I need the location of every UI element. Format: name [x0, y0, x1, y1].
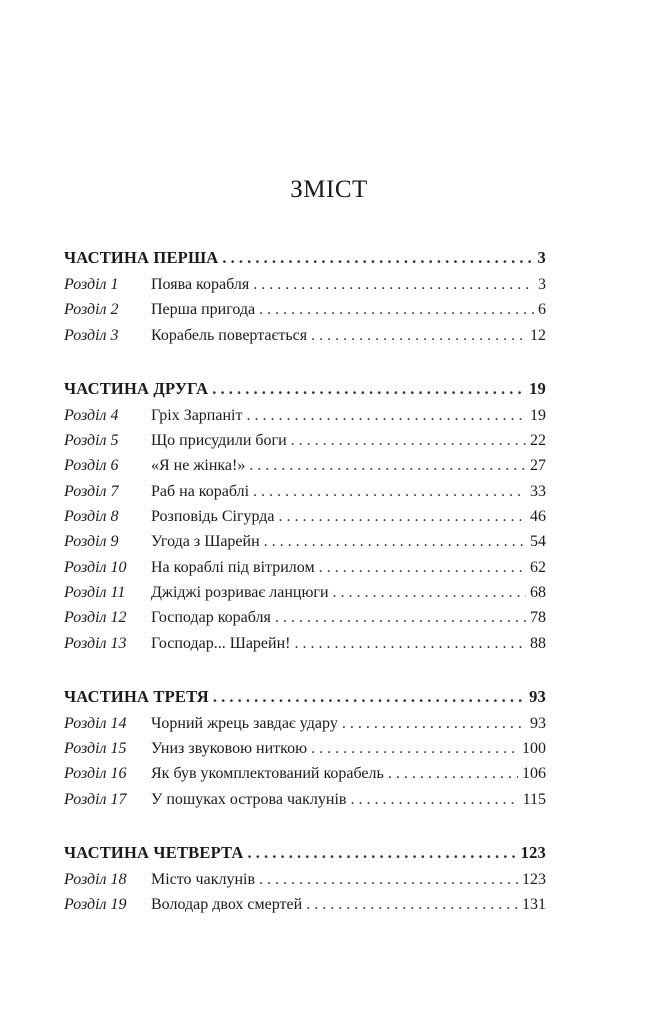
- page-number: 123: [520, 843, 546, 863]
- page-number: 115: [522, 790, 546, 808]
- toc-part: [64, 379, 546, 660]
- dot-leader: [350, 791, 518, 809]
- page-number: 93: [530, 714, 546, 732]
- chapter-label: Розділ 2: [64, 301, 119, 319]
- dot-leader: [249, 457, 526, 475]
- page-number: 19: [530, 406, 546, 424]
- dot-leader: [222, 248, 533, 268]
- dot-leader: [264, 533, 526, 551]
- toc-entry: [64, 715, 546, 740]
- toc-entry: [64, 791, 546, 816]
- chapter-label: Розділ 10: [64, 558, 127, 576]
- dot-leader: [213, 687, 525, 707]
- chapter-title: Униз звуковою ниткою: [151, 740, 308, 758]
- part-title: ЧАСТИНА ТРЕТЯ: [64, 686, 209, 706]
- dot-leader: [248, 843, 517, 863]
- part-title: ЧАСТИНА ПЕРША: [64, 248, 219, 267]
- dot-leader: [311, 327, 526, 345]
- chapter-label: Розділ 16: [64, 765, 127, 783]
- chapter-label: Розділ 9: [64, 533, 119, 551]
- chapter-title: Володар двох смертей: [151, 896, 303, 914]
- toc-entry: [64, 635, 546, 660]
- page-number: 19: [529, 378, 546, 398]
- dot-leader: [212, 379, 525, 399]
- chapter-title: Раб на кораблі: [151, 482, 250, 500]
- chapter-title: На кораблі під вітрилом: [151, 558, 315, 576]
- toc-part-heading: [64, 843, 546, 871]
- toc-entry: [64, 533, 546, 558]
- chapter-label: Розділ 17: [64, 790, 127, 808]
- chapter-label: Розділ 15: [64, 740, 127, 758]
- chapter-label: Розділ 3: [64, 326, 119, 344]
- page-number: 78: [530, 609, 546, 627]
- chapter-label: Розділ 4: [64, 406, 119, 424]
- dot-leader: [279, 508, 526, 526]
- chapter-title: У пошуках острова чаклунів: [151, 790, 347, 808]
- chapter-title: Гріх Зарпаніт: [151, 406, 243, 424]
- toc-entry: [64, 508, 546, 533]
- page-number: 62: [530, 558, 546, 576]
- dot-leader: [259, 301, 534, 319]
- chapter-title: Розповідь Сігурда: [151, 508, 275, 526]
- toc-part-heading: [64, 379, 546, 407]
- chapter-label: Розділ 5: [64, 432, 119, 450]
- toc-entry: [64, 765, 546, 790]
- page-number: 12: [530, 326, 546, 344]
- toc-entry: [64, 609, 546, 634]
- toc-entry: [64, 327, 546, 352]
- chapter-title: Господар... Шарейн!: [151, 634, 291, 652]
- table-of-contents: [64, 248, 546, 949]
- toc-part: [64, 687, 546, 816]
- page-number: 88: [530, 634, 546, 652]
- chapter-title: Що присудили боги: [151, 432, 287, 450]
- toc-part: [64, 248, 546, 352]
- dot-leader: [294, 635, 526, 653]
- chapter-title: Поява корабля: [151, 276, 250, 293]
- dot-leader: [253, 276, 534, 294]
- toc-part-heading: [64, 248, 546, 276]
- chapter-title: Чорний жрець завдає удару: [151, 714, 338, 732]
- dot-leader: [291, 432, 526, 450]
- toc-entry: [64, 740, 546, 765]
- page-number: 3: [537, 248, 546, 267]
- page-number: 3: [538, 276, 546, 293]
- dot-leader: [311, 740, 518, 758]
- toc-entry: [64, 483, 546, 508]
- toc-entry: [64, 559, 546, 584]
- chapter-title: Як був укомплектований корабель: [151, 765, 384, 783]
- chapter-label: Розділ 8: [64, 508, 119, 526]
- page-number: 46: [530, 508, 546, 526]
- chapter-label: Розділ 12: [64, 609, 127, 627]
- page-number: 22: [530, 432, 546, 450]
- chapter-title: Джіджі розриває ланцюги: [151, 583, 329, 601]
- toc-entry: [64, 584, 546, 609]
- chapter-label: Розділ 14: [64, 714, 127, 732]
- chapter-title: Місто чаклунів: [151, 871, 256, 889]
- page-number: 123: [522, 871, 546, 889]
- toc-entry: [64, 407, 546, 432]
- chapter-title: Перша пригода: [151, 301, 256, 319]
- dot-leader: [333, 584, 526, 602]
- dot-leader: [253, 483, 526, 501]
- chapter-label: Розділ 7: [64, 482, 119, 500]
- toc-part: [64, 843, 546, 922]
- part-title: ЧАСТИНА ЧЕТВЕРТА: [64, 843, 244, 863]
- chapter-label: Розділ 19: [64, 896, 127, 914]
- page-number: 54: [530, 533, 546, 551]
- dot-leader: [246, 407, 526, 425]
- page-number: 131: [522, 896, 546, 914]
- chapter-label: Розділ 6: [64, 457, 119, 475]
- chapter-title: Господар корабля: [151, 609, 271, 627]
- page-number: 33: [530, 482, 546, 500]
- dot-leader: [275, 609, 526, 627]
- chapter-title: Корабель повертається: [151, 326, 308, 344]
- chapter-label: Розділ 1: [64, 276, 119, 293]
- toc-part-heading: [64, 687, 546, 715]
- dot-leader: [388, 765, 518, 783]
- part-title: ЧАСТИНА ДРУГА: [64, 378, 209, 398]
- chapter-title: «Я не жінка!»: [151, 457, 246, 475]
- page-number: 68: [530, 583, 546, 601]
- page-number: 106: [522, 765, 546, 783]
- dot-leader: [259, 871, 518, 889]
- page-number: 6: [538, 301, 546, 319]
- page-number: 27: [530, 457, 546, 475]
- toc-entry: [64, 276, 546, 301]
- dot-leader: [342, 715, 526, 733]
- page-number: 93: [529, 686, 546, 706]
- chapter-label: Розділ 11: [64, 583, 126, 601]
- toc-entry: [64, 301, 546, 326]
- page-title: ЗМІСТ: [290, 176, 368, 203]
- toc-entry: [64, 871, 546, 896]
- toc-entry: [64, 457, 546, 482]
- chapter-label: Розділ 13: [64, 634, 127, 652]
- chapter-label: Розділ 18: [64, 871, 127, 889]
- page-number: 100: [522, 740, 546, 758]
- chapter-title: Угода з Шарейн: [151, 533, 260, 551]
- toc-entry: [64, 896, 546, 921]
- dot-leader: [306, 896, 518, 914]
- dot-leader: [319, 559, 526, 577]
- toc-entry: [64, 432, 546, 457]
